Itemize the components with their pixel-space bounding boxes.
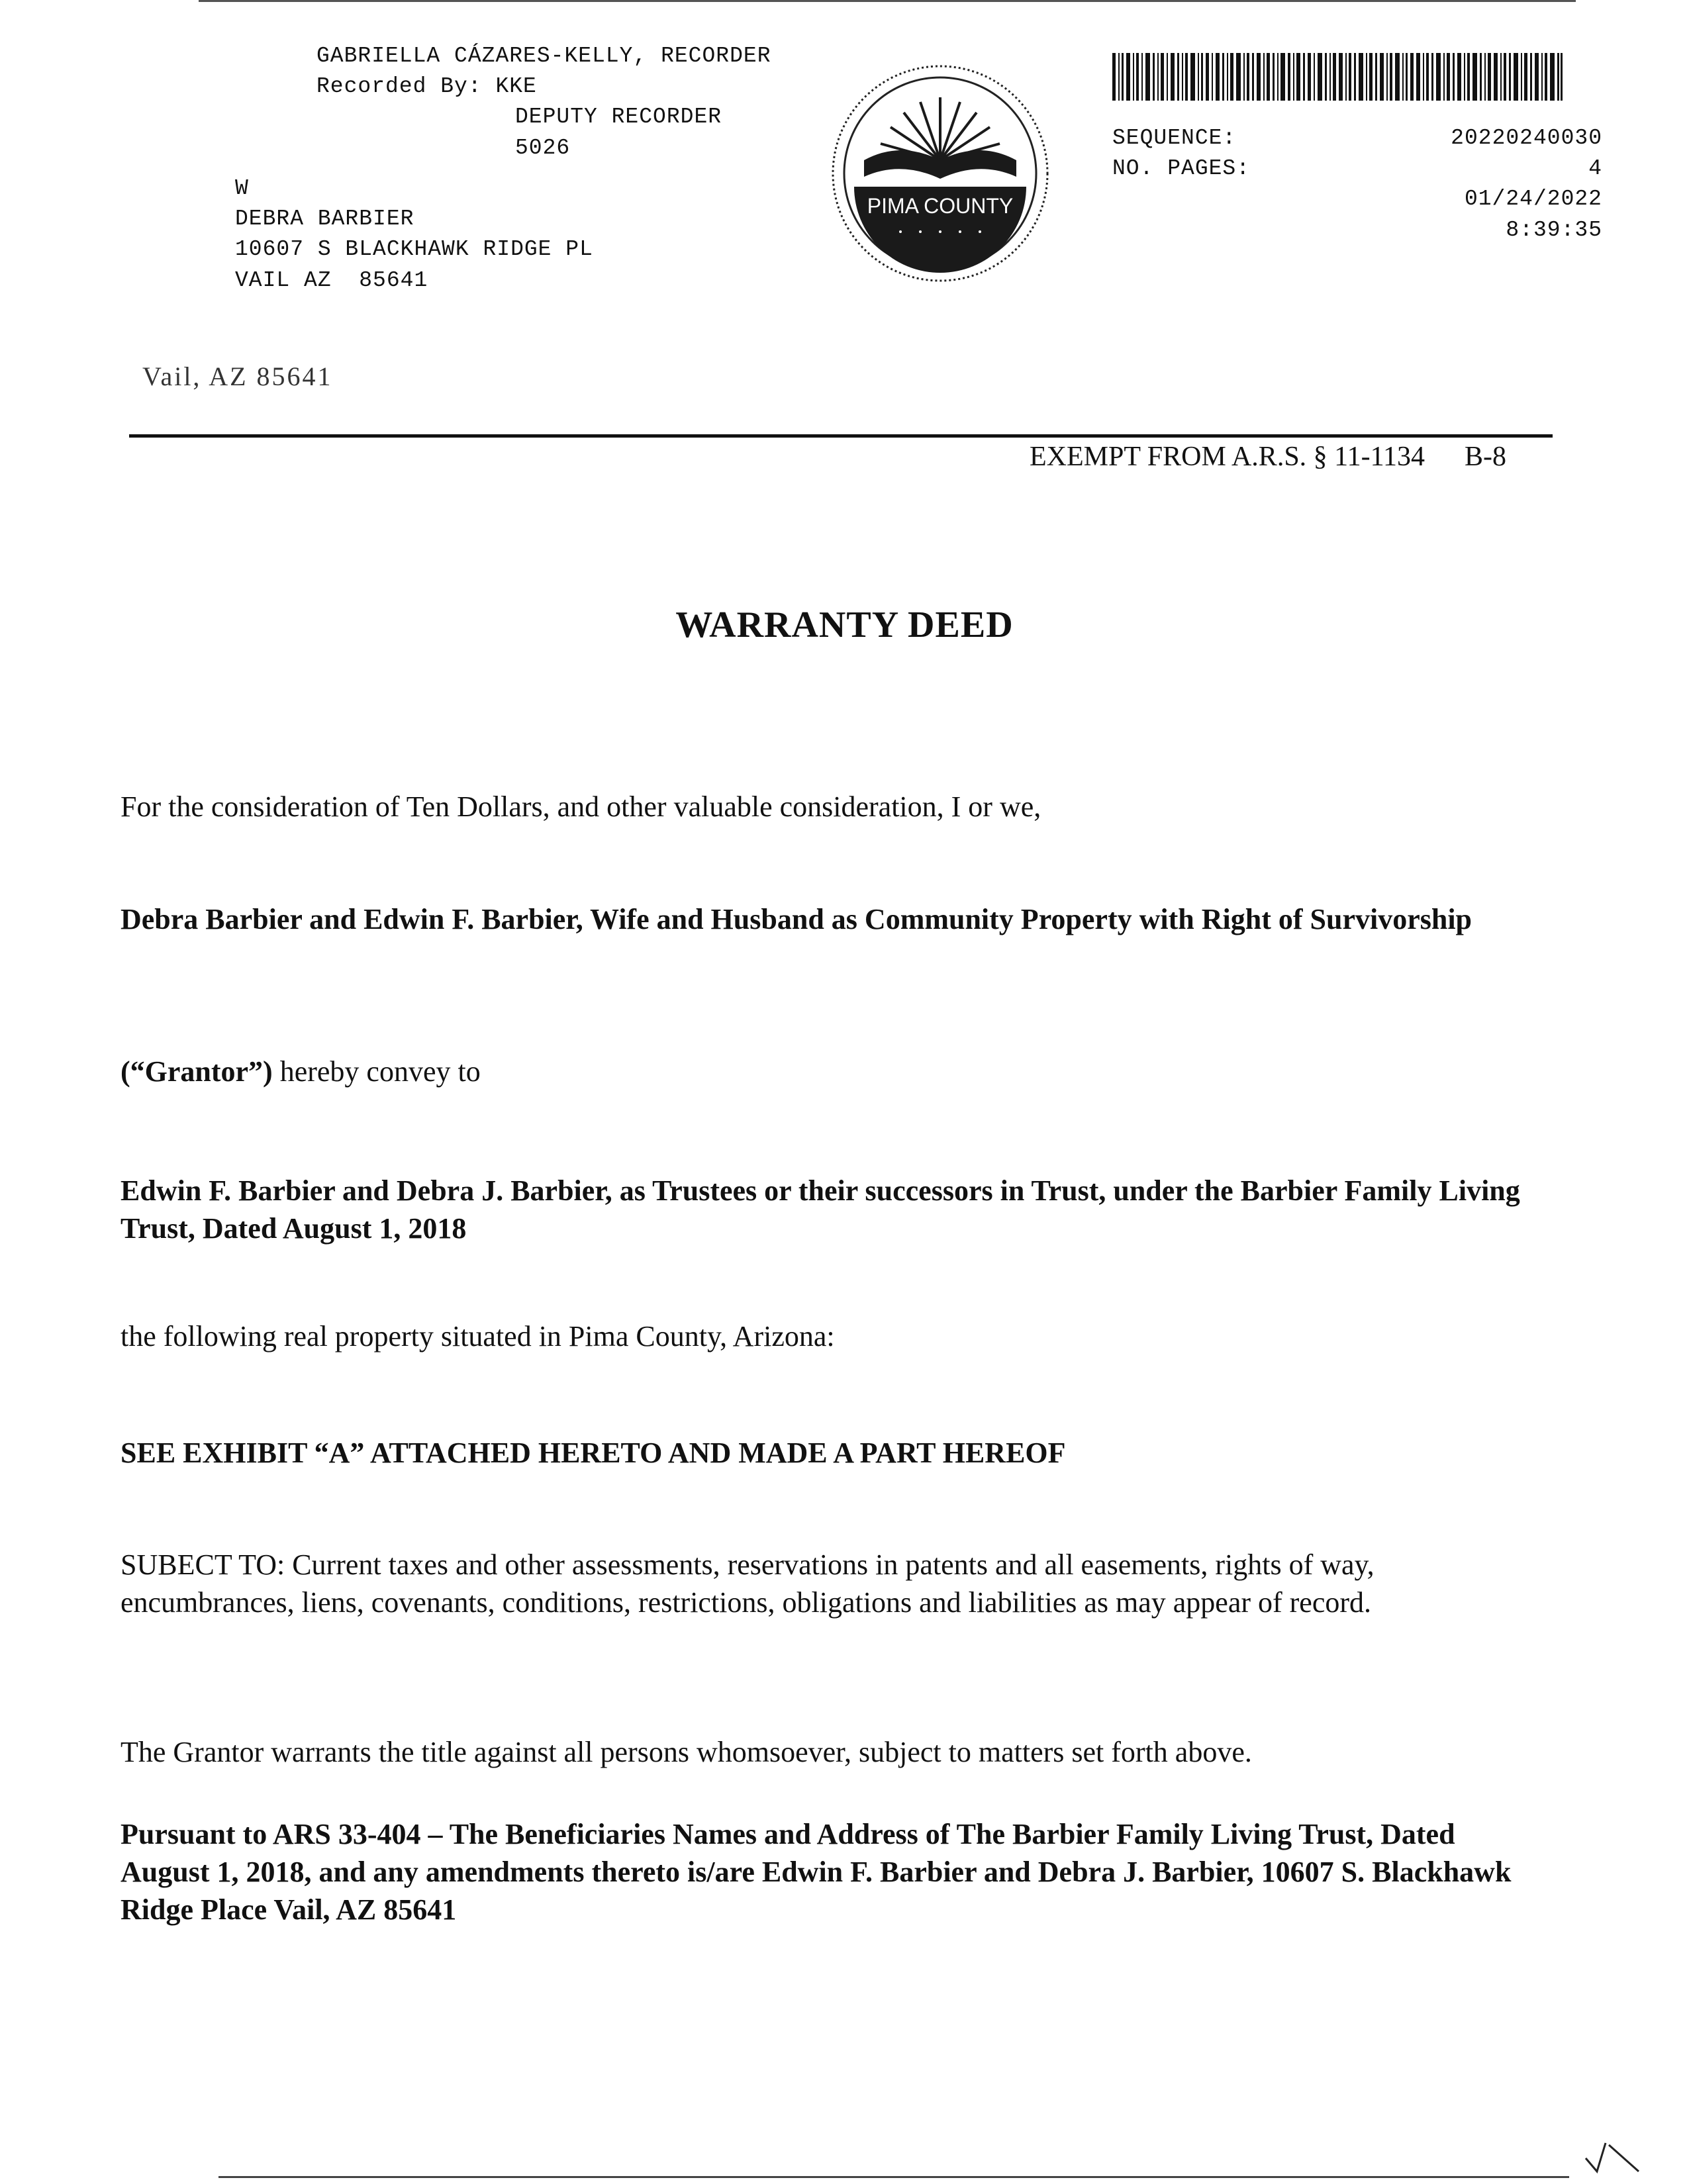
exempt-line: [1030, 441, 1506, 473]
mail-code: W: [235, 176, 249, 201]
subject-to-paragraph: SUBECT TO: Current taxes and other assessments, reservations in patents and all easements, rights of way, encumbrances, liens, covenants, conditions, restrictions, obligations and liabilities as may appear of record.: [121, 1548, 1375, 1619]
exhibit-paragraph: SEE EXHIBIT “A” ATTACHED HERETO AND MADE A PART HEREOF: [121, 1437, 1066, 1469]
pages-value: 4: [1588, 156, 1602, 181]
recorded-by-value: KKE: [495, 74, 537, 99]
mail-city: VAIL AZ 85641: [235, 267, 428, 293]
pages-row: [1112, 154, 1602, 184]
convey-text: hereby convey to: [272, 1055, 481, 1088]
grantor-label: (“Grantor”): [121, 1055, 273, 1088]
pages-label: NO. PAGES:: [1112, 156, 1251, 181]
recorder-block: [316, 41, 771, 164]
sequence-row: [1112, 123, 1602, 154]
sequence-label: SEQUENCE:: [1112, 126, 1237, 150]
header-divider: [129, 434, 1553, 438]
exempt-code: B-8: [1465, 442, 1507, 472]
top-scan-edge: [199, 0, 1576, 2]
mail-to-block: [235, 173, 593, 296]
property-paragraph: the following real property situated in Pima County, Arizona:: [121, 1320, 835, 1353]
pima-county-seal-icon: [828, 61, 1053, 286]
recorded-by-label: Recorded By:: [316, 74, 482, 99]
seal-text: PIMA COUNTY: [867, 194, 1014, 218]
mail-street: 10607 S BLACKHAWK RIDGE PL: [235, 237, 593, 262]
barcode-icon: [1112, 53, 1563, 101]
warranty-paragraph: The Grantor warrants the title against all persons whomsoever, subject to matters set forth above.: [121, 1736, 1252, 1768]
document-title: WARRANTY DEED: [675, 604, 1014, 645]
beneficiaries-paragraph: Pursuant to ARS 33-404 – The Beneficiaries Names and Address of The Barbier Family Living Trust, Dated August 1, 2018, and any amendments thereto is/are Edwin F. Barbier and Debra J. Barbier, 10607 S. Blackhawk Ridge Place Vail, AZ 85641: [121, 1818, 1512, 1926]
handwritten-check-icon: [1582, 2135, 1642, 2175]
grantee-names: Edwin F. Barbier and Debra J. Barbier, as Trustees or their successors in Trust, under the Barbier Family Living Trust, Dated August 1, 2018: [121, 1174, 1520, 1245]
ghost-address-text: Vail, AZ 85641: [142, 361, 333, 391]
exempt-text: EXEMPT FROM A.R.S. § 11-1134: [1030, 442, 1425, 472]
sequence-block: [1112, 123, 1602, 246]
deputy-number: 5026: [515, 135, 571, 160]
recorder-name: GABRIELLA CÁZARES-KELLY, RECORDER: [316, 44, 771, 68]
bottom-scan-edge: [218, 2176, 1569, 2178]
deputy-title: DEPUTY RECORDER: [515, 105, 722, 130]
sequence-value: 20220240030: [1451, 126, 1602, 150]
recorded-date: 01/24/2022: [1464, 187, 1602, 212]
recorded-by-line: [316, 71, 771, 102]
grantor-names: Debra Barbier and Edwin F. Barbier, Wife and Husband as Community Property with Right of Survivorship: [121, 903, 1472, 935]
recorded-time: 8:39:35: [1506, 217, 1602, 242]
mail-name: DEBRA BARBIER: [235, 207, 414, 232]
consideration-paragraph: For the consideration of Ten Dollars, and other valuable consideration, I or we,: [121, 790, 1041, 823]
convey-paragraph: [121, 1053, 1544, 1090]
